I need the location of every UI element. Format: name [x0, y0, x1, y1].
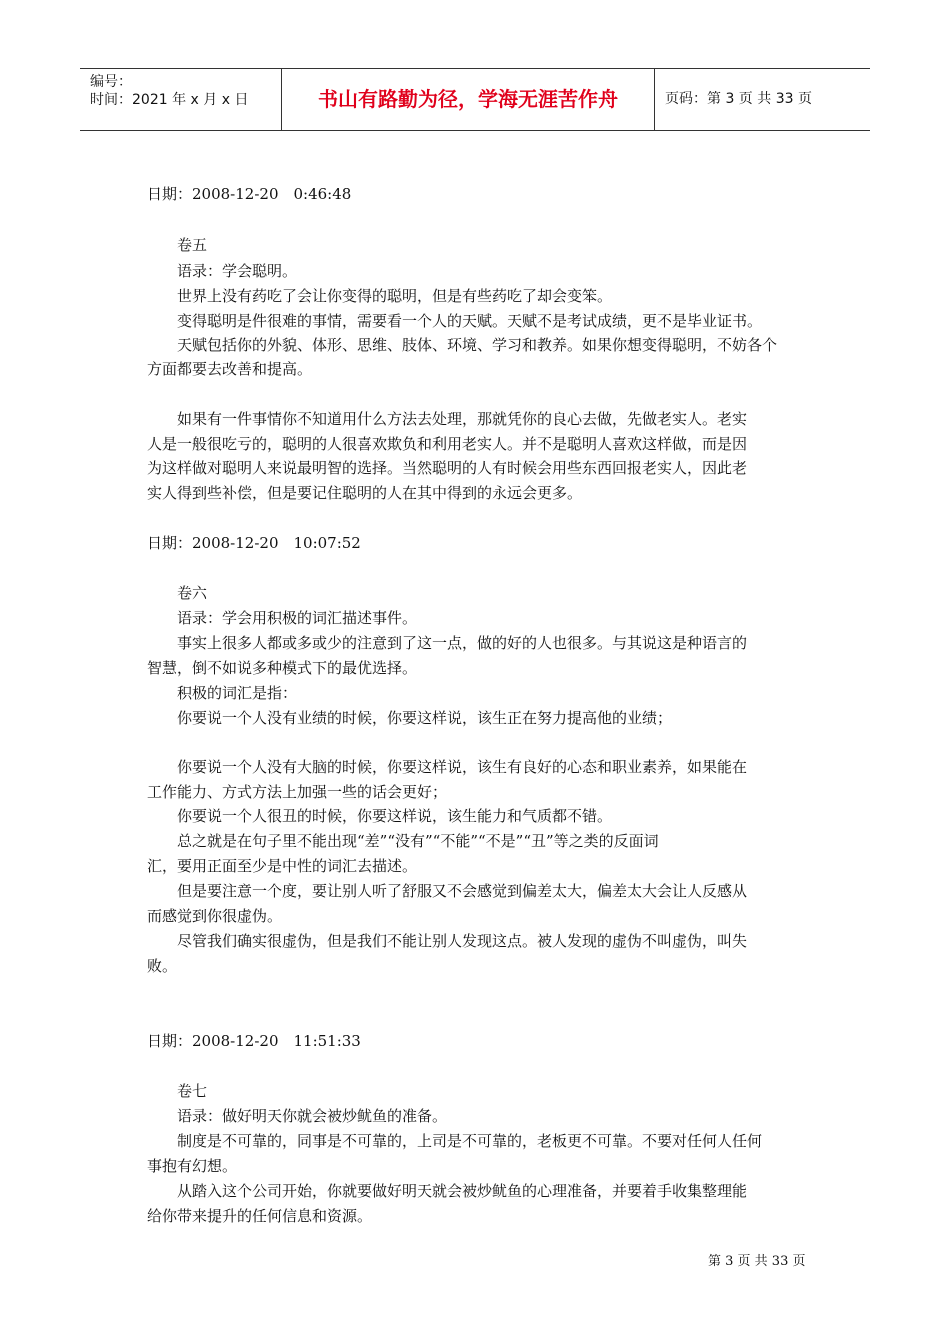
paragraph-line: 你要说一个人没有业绩的时候，你要这样说，该生正在努力提高他的业绩；	[177, 709, 673, 727]
paragraph-line: 语录：做好明天你就会被炒鱿鱼的准备。	[177, 1107, 448, 1125]
paragraph-line: 世界上没有药吃了会让你变得的聪明，但是有些药吃了却会变笨。	[177, 287, 613, 305]
paragraph-line: 但是要注意一个度，要让别人听了舒服又不会感觉到偏差太大，偏差太大会让人反感从	[177, 882, 748, 900]
paragraph-line: 制度是不可靠的，同事是不可靠的，上司是不可靠的，老板更不可靠。不要对任何人任何	[177, 1132, 763, 1150]
paragraph-line: 给你带来提升的任何信息和资源。	[147, 1207, 373, 1225]
paragraph-line: 天赋包括你的外貌、体形、思维、肢体、环境、学习和教养。如果你想变得聪明，不妨各个	[177, 336, 778, 354]
paragraph-line: 方面都要去改善和提高。	[147, 360, 313, 378]
paragraph-line: 变得聪明是件很难的事情，需要看一个人的天赋。天赋不是考试成绩，更不是毕业证书。	[177, 312, 763, 330]
paragraph-line: 智慧，倒不如说多种模式下的最优选择。	[147, 659, 418, 677]
paragraph-line: 你要说一个人没有大脑的时候，你要这样说，该生有良好的心态和职业素养，如果能在	[177, 758, 748, 776]
paragraph-line: 败。	[147, 957, 178, 975]
page-footer: 第 3 页 共 33 页	[708, 1254, 806, 1269]
section-date: 日期：2008-12-20 11:51:33	[147, 1032, 361, 1050]
section-volume: 卷七	[177, 1082, 208, 1100]
paragraph-line: 为这样做对聪明人来说最明智的选择。当然聪明的人有时候会用些东西回报老实人，因此老	[147, 459, 748, 477]
paragraph-line: 汇，要用正面至少是中性的词汇去描述。	[147, 857, 418, 875]
header-meta	[80, 69, 282, 130]
paragraph-line: 语录：学会用积极的词汇描述事件。	[177, 609, 418, 627]
paragraph-line: 积极的词汇是指：	[177, 684, 298, 702]
time-label: 时间：2021 年 x 月 x 日	[90, 92, 249, 108]
header-motto: 书山有路勤为径，学海无涯苦作舟	[282, 69, 655, 130]
paragraph-line: 事实上很多人都或多或少的注意到了这一点，做的好的人也很多。与其说这是种语言的	[177, 634, 748, 652]
section-date: 日期：2008-12-20 10:07:52	[147, 534, 361, 552]
header-page-label: 页码：第 3 页 共 33 页	[665, 91, 812, 107]
paragraph-line: 从踏入这个公司开始，你就要做好明天就会被炒鱿鱼的心理准备，并要着手收集整理能	[177, 1182, 748, 1200]
section-date: 日期：2008-12-20 0:46:48	[147, 185, 352, 203]
paragraph-line: 如果有一件事情你不知道用什么方法去处理，那就凭你的良心去做，先做老实人。老实	[177, 410, 748, 428]
paragraph-line: 实人得到些补偿，但是要记住聪明的人在其中得到的永远会更多。	[147, 484, 583, 502]
paragraph-line: 人是一般很吃亏的，聪明的人很喜欢欺负和利用老实人。并不是聪明人喜欢这样做，而是因	[147, 435, 748, 453]
paragraph-line: 尽管我们确实很虚伪，但是我们不能让别人发现这点。被人发现的虚伪不叫虚伪，叫失	[177, 932, 748, 950]
paragraph-line: 语录：学会聪明。	[177, 262, 298, 280]
paragraph-line: 你要说一个人很丑的时候，你要这样说，该生能力和气质都不错。	[177, 807, 613, 825]
section-volume: 卷六	[177, 584, 208, 602]
paragraph-line: 而感觉到你很虚伪。	[147, 907, 283, 925]
paragraph-line: 事抱有幻想。	[147, 1157, 238, 1175]
paragraph-line: 总之就是在句子里不能出现“差”“没有”“不能”“不是”“丑”等之类的反面词	[177, 832, 659, 850]
section-volume: 卷五	[177, 236, 208, 254]
paragraph-line: 工作能力、方式方法上加强一些的话会更好；	[147, 783, 448, 801]
number-label: 编号：	[90, 74, 132, 90]
page-header	[80, 68, 870, 131]
